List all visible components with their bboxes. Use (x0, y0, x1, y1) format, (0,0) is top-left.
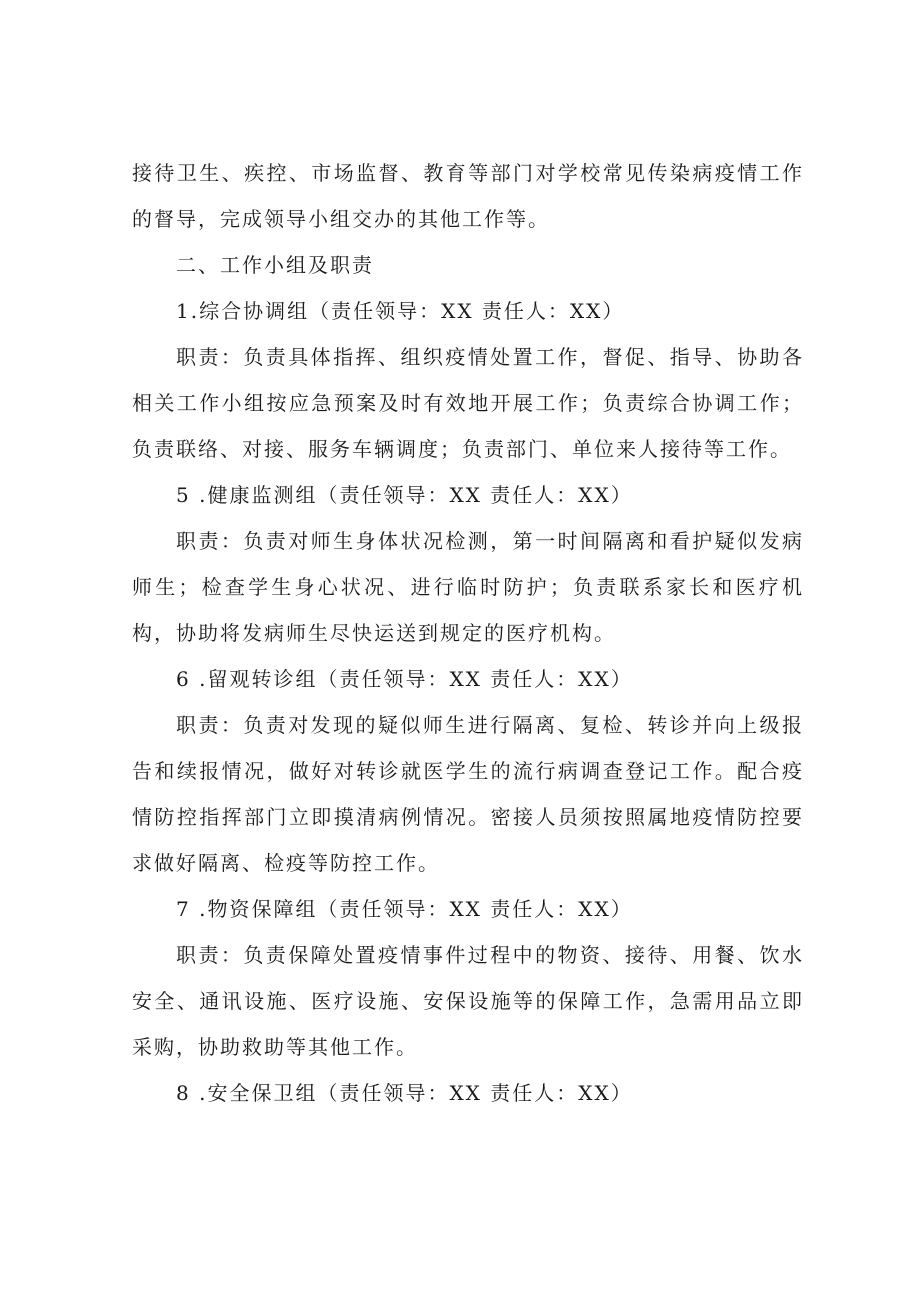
group-duty-health-monitoring: 职责：负责对师生身体状况检测，第一时间隔离和看护疑似发病师生；检查学生身心状况、进行临时防护；负责联系家长和医疗机构，协助将发病师生尽快运送到规定的医疗机构。 (132, 529, 804, 645)
section-heading-work-groups: 二、工作小组及职责 (176, 253, 374, 277)
group-heading-supplies: 7 .物资保障组（责任领导：XX 责任人：XX） (176, 897, 633, 921)
group-heading-health-monitoring: 5 .健康监测组（责任领导：XX 责任人：XX） (176, 483, 633, 507)
group-heading-coordination: 1.综合协调组（责任领导：XX 责任人：XX） (176, 299, 625, 323)
group-heading-security: 8 .安全保卫组（责任领导：XX 责任人：XX） (176, 1081, 633, 1105)
paragraph-continuation: 接待卫生、疾控、市场监督、教育等部门对学校常见传染病疫情工作的督导，完成领导小组交办的其他工作等。 (132, 161, 804, 231)
document-body (132, 150, 804, 1116)
group-duty-observation-referral: 职责：负责对发现的疑似师生进行隔离、复检、转诊并向上级报告和续报情况，做好对转诊就医学生的流行病调查登记工作。配合疫情防控指挥部门立即摸清病例情况。密接人员须按照属地疫情防控要求做好隔离、检疫等防控工作。 (132, 713, 804, 875)
group-duty-coordination: 职责：负责具体指挥、组织疫情处置工作，督促、指导、协助各相关工作小组按应急预案及时有效地开展工作；负责综合协调工作；负责联络、对接、服务车辆调度；负责部门、单位来人接待等工作。 (132, 345, 804, 461)
group-heading-observation-referral: 6 .留观转诊组（责任领导：XX 责任人：XX） (176, 667, 633, 691)
group-duty-supplies: 职责：负责保障处置疫情事件过程中的物资、接待、用餐、饮水安全、通讯设施、医疗设施、安保设施等的保障工作，急需用品立即采购，协助救助等其他工作。 (132, 943, 804, 1059)
